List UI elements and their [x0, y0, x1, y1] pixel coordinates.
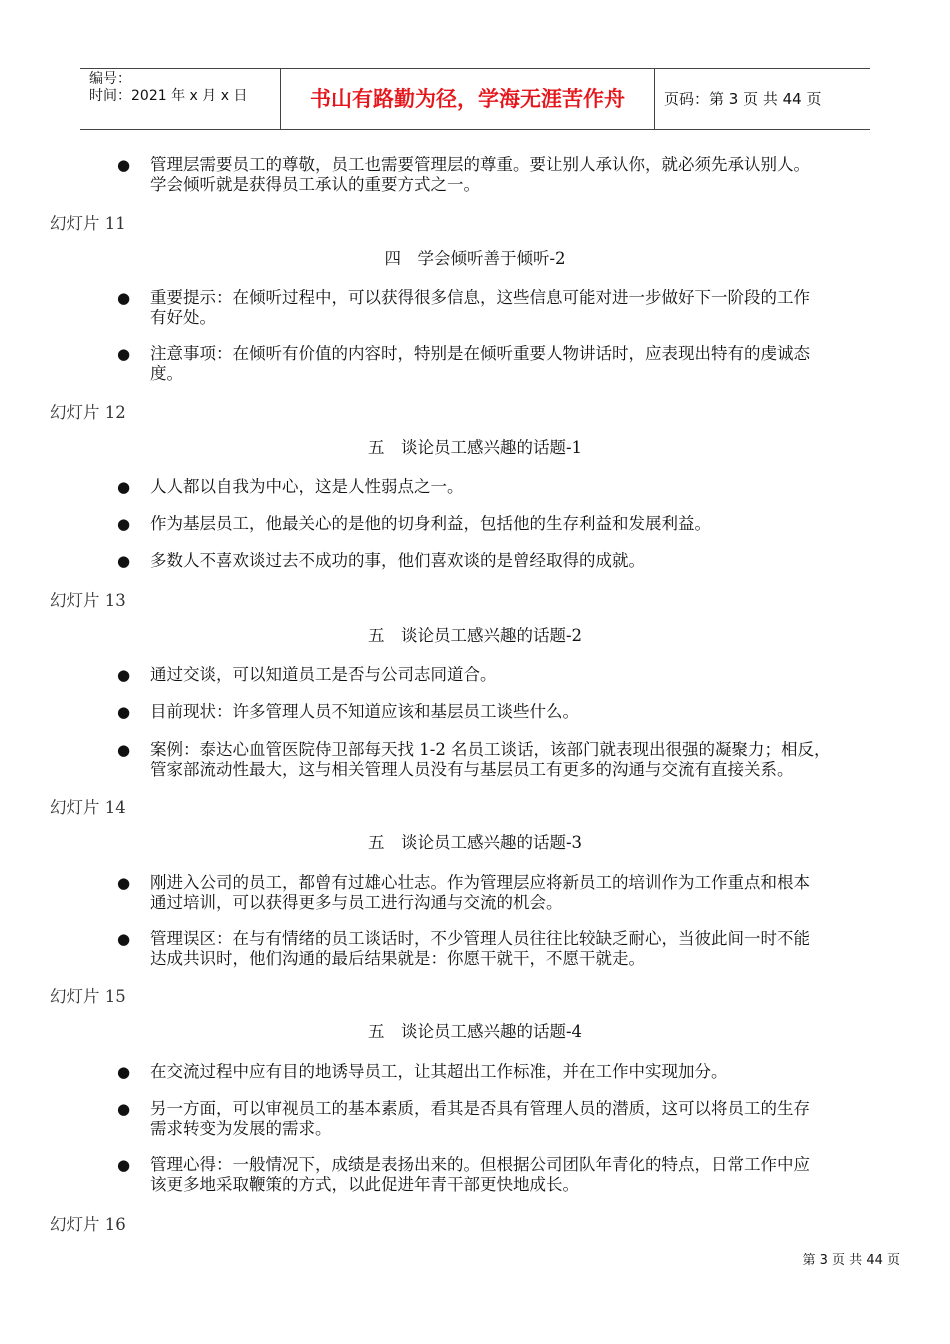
- text-line: 管理层需要员工的尊敬，员工也需要管理层的尊重。要让别人承认你，就必须先承认别人。: [150, 155, 810, 174]
- bullet-icon: ●: [117, 874, 131, 892]
- text-line: 另一方面，可以审视员工的基本素质，看其是否具有管理人员的潜质，这可以将员工的生存: [150, 1099, 810, 1118]
- text-line: 需求转变为发展的需求。: [150, 1119, 332, 1138]
- slide-label: 幻灯片 16: [50, 1215, 126, 1234]
- text-line: 在交流过程中应有目的地诱导员工，让其超出工作标准，并在工作中实现加分。: [150, 1062, 728, 1081]
- bullet-text: [150, 514, 711, 534]
- bullet-icon: ●: [117, 1100, 131, 1118]
- text-line: 注意事项：在倾听有价值的内容时，特别是在倾听重要人物讲话时，应表现出特有的虔诚态: [150, 344, 810, 363]
- bullet-text: [150, 477, 464, 497]
- bullet-icon: ●: [117, 741, 131, 759]
- header-info-cell: [80, 69, 281, 129]
- text-line: 管理心得：一般情况下，成绩是表扬出来的。但根据公司团队年青化的特点，日常工作中应: [150, 1155, 810, 1174]
- text-line: 通过培训，可以获得更多与员工进行沟通与交流的机会。: [150, 893, 563, 912]
- text-line: 学会倾听就是获得员工承认的重要方式之一。: [150, 175, 480, 194]
- slide-heading: 五 谈论员工感兴趣的话题-4: [367, 1022, 583, 1041]
- bullet-icon: ●: [117, 666, 131, 684]
- page-label: 页码：第 3 页 共 44 页: [664, 90, 822, 108]
- text-line: 案例：泰达心血管医院侍卫部每天找 1-2 名员工谈话，该部门就表现出很强的凝聚力；相反，: [150, 740, 831, 759]
- bullet-text: [150, 1099, 810, 1139]
- slide-label: 幻灯片 15: [50, 987, 126, 1006]
- date-label: 时间：2021 年 x 月 x 日: [89, 88, 248, 104]
- bullet-text: [150, 1155, 810, 1195]
- bullet-icon: ●: [117, 552, 131, 570]
- text-line: 管家部流动性最大，这与相关管理人员没有与基层员工有更多的沟通与交流有直接关系。: [150, 760, 794, 779]
- text-line: 刚进入公司的员工，都曾有过雄心壮志。作为管理层应将新员工的培训作为工作重点和根本: [150, 873, 810, 892]
- bullet-text: [150, 873, 810, 913]
- text-line: 度。: [150, 364, 183, 383]
- text-line: 目前现状：许多管理人员不知道应该和基层员工谈些什么。: [150, 702, 579, 721]
- bullet-text: [150, 155, 810, 195]
- slide-label: 幻灯片 13: [50, 591, 126, 610]
- text-line: 管理误区：在与有情绪的员工谈话时，不少管理人员往往比较缺乏耐心，当彼此间一时不能: [150, 929, 810, 948]
- bullet-icon: ●: [117, 345, 131, 363]
- motto: 书山有路勤为径，学海无涯苦作舟: [281, 69, 655, 129]
- slide-heading: 五 谈论员工感兴趣的话题-1: [367, 438, 583, 457]
- slide-heading: 五 谈论员工感兴趣的话题-3: [367, 833, 583, 852]
- text-line: 达成共识时，他们沟通的最后结果就是：你愿干就干，不愿干就走。: [150, 949, 645, 968]
- slide-label: 幻灯片 14: [50, 798, 126, 817]
- bullet-icon: ●: [117, 1156, 131, 1174]
- bullet-icon: ●: [117, 703, 131, 721]
- bullet-icon: ●: [117, 1063, 131, 1081]
- bullet-text: [150, 665, 497, 685]
- page-footer: 第 3 页 共 44 页: [802, 1253, 900, 1268]
- bullet-text: [150, 344, 810, 384]
- slide-label: 幻灯片 12: [50, 403, 126, 422]
- bullet-icon: ●: [117, 289, 131, 307]
- bullet-text: [150, 740, 831, 780]
- text-line: 该更多地采取鞭策的方式，以此促进年青干部更快地成长。: [150, 1175, 579, 1194]
- slide-label: 幻灯片 11: [50, 214, 126, 233]
- bullet-text: [150, 551, 645, 571]
- bullet-icon: ●: [117, 515, 131, 533]
- text-line: 多数人不喜欢谈过去不成功的事，他们喜欢谈的是曾经取得的成就。: [150, 551, 645, 570]
- text-line: 人人都以自我为中心，这是人性弱点之一。: [150, 477, 464, 496]
- text-line: 重要提示：在倾听过程中，可以获得很多信息，这些信息可能对进一步做好下一阶段的工作: [150, 288, 810, 307]
- bullet-text: [150, 929, 810, 969]
- number-label: 编号：: [89, 71, 131, 87]
- slide-heading: 五 谈论员工感兴趣的话题-2: [367, 626, 583, 645]
- text-line: 有好处。: [150, 308, 216, 327]
- slide-heading: 四 学会倾听善于倾听-2: [384, 249, 566, 268]
- bullet-icon: ●: [117, 478, 131, 496]
- bullet-icon: ●: [117, 156, 131, 174]
- bullet-text: [150, 288, 810, 328]
- bullet-text: [150, 702, 579, 722]
- bullet-icon: ●: [117, 930, 131, 948]
- page-header: [80, 68, 870, 130]
- text-line: 作为基层员工，他最关心的是他的切身利益，包括他的生存利益和发展利益。: [150, 514, 711, 533]
- text-line: 通过交谈，可以知道员工是否与公司志同道合。: [150, 665, 497, 684]
- bullet-text: [150, 1062, 728, 1082]
